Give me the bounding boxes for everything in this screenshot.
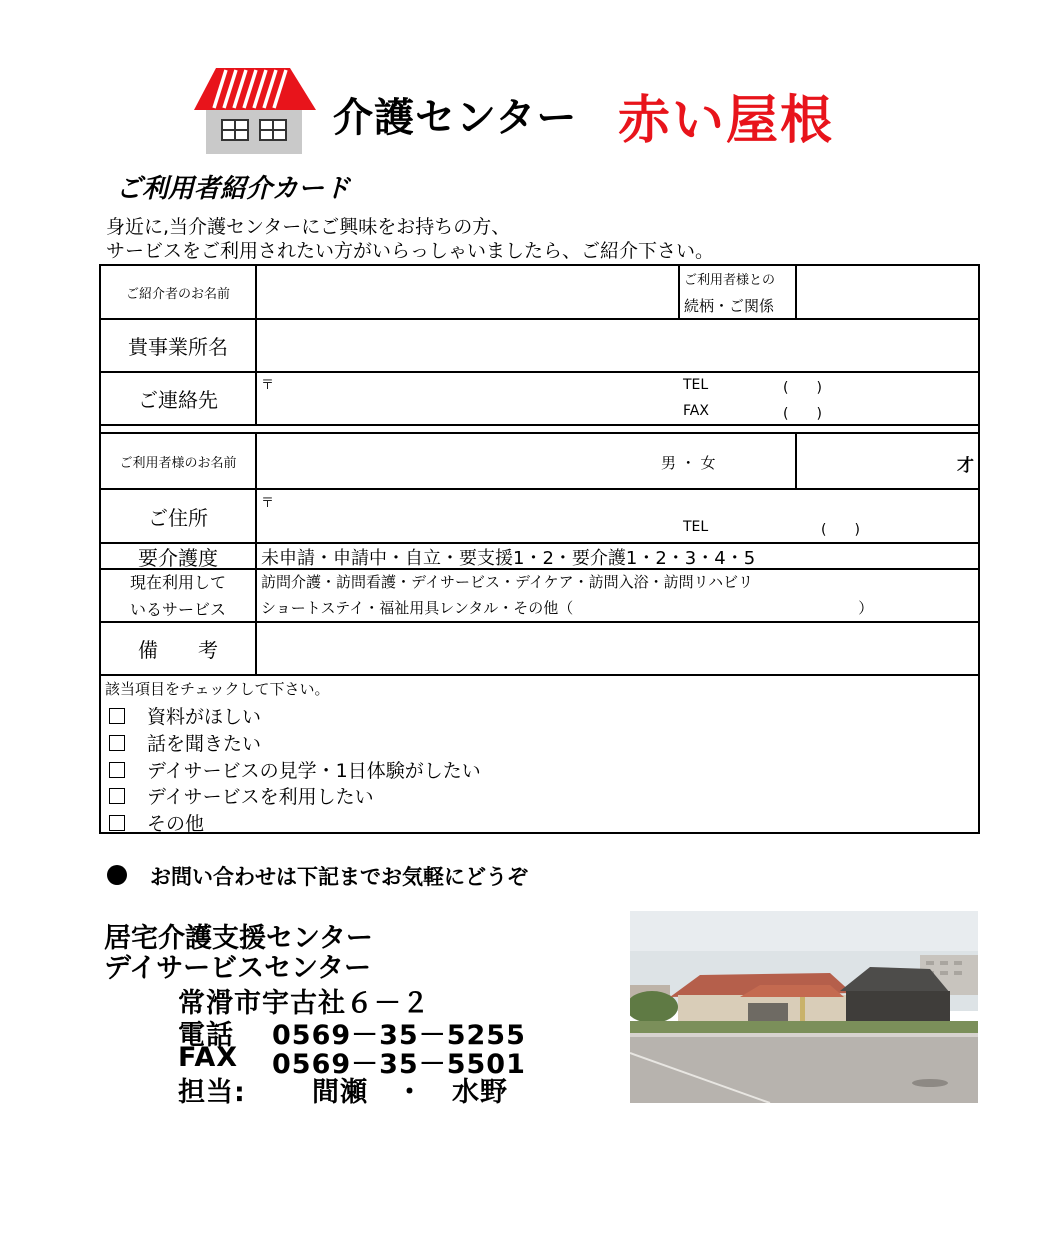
referrer-name-field[interactable] <box>259 268 676 316</box>
age-unit: 才 <box>957 456 974 476</box>
inquiry-text: お問い合わせは下記までお気軽にどうぞ <box>150 865 528 889</box>
card-title: ご利用者紹介カード <box>116 174 351 204</box>
address-postal-mark: 〒 <box>261 496 275 511</box>
checkbox[interactable] <box>109 708 125 724</box>
address-text: 常滑市宇古社６－２ <box>178 988 430 1019</box>
check-item[interactable] <box>107 756 481 783</box>
checkbox[interactable] <box>109 762 125 778</box>
phone-number: 0569－35－5255 <box>272 1020 526 1051</box>
contact-label: ご連絡先 <box>138 388 218 412</box>
address-field[interactable] <box>259 506 659 540</box>
check-item[interactable] <box>107 809 204 836</box>
gender-options[interactable]: 男 ・ 女 <box>661 454 716 472</box>
user-name-label: ご利用者様のお名前 <box>119 455 237 471</box>
care-level-options[interactable]: 未申請・申請中・自立・要支援1・2・要介護1・2・3・4・5 <box>261 548 756 569</box>
services-label-2: いるサービス <box>129 600 226 619</box>
checkbox[interactable] <box>109 735 125 751</box>
contact-tel-label: TEL <box>683 377 709 393</box>
brand-name: 介護センター <box>333 95 578 141</box>
services-label-1: 現在利用して <box>129 573 226 592</box>
address-tel-label: TEL <box>683 519 709 535</box>
remarks-field[interactable] <box>259 625 976 672</box>
checkbox[interactable] <box>109 788 125 804</box>
care-level-label: 要介護度 <box>138 545 218 570</box>
staff-label: 担当: <box>178 1077 246 1108</box>
check-item[interactable] <box>107 702 261 729</box>
check-item-label: 資料がほしい <box>147 706 262 728</box>
relation-label-2: 続柄・ご関係 <box>684 297 775 315</box>
user-name-field[interactable] <box>259 436 649 486</box>
check-item-label: デイサービスの見学・1日体験がしたい <box>147 760 481 782</box>
intro-line-2: サービスをご利用されたい方がいらっしゃいましたら、ご紹介下さい。 <box>106 240 715 262</box>
check-item-label: その他 <box>147 813 205 835</box>
check-item[interactable] <box>107 729 261 756</box>
contact-fax-label: FAX <box>683 403 709 419</box>
check-instruction: 該当項目をチェックして下さい。 <box>105 680 330 698</box>
intro-line-1: 身近に,当介護センターにご興味をお持ちの方、 <box>106 216 511 238</box>
office-name-2: デイサービスセンター <box>104 953 372 984</box>
address-label: ご住所 <box>148 505 208 530</box>
contact-postal-mark: 〒 <box>261 378 275 393</box>
contact-tel-paren: ( ) <box>783 380 822 396</box>
contact-field[interactable] <box>259 390 659 420</box>
office-name-1: 居宅介護支援センター <box>104 923 373 954</box>
address-tel-paren: ( ) <box>821 522 860 538</box>
phone-label: 電話 <box>178 1020 234 1051</box>
office-name-field[interactable] <box>259 322 976 369</box>
referrer-name-label: ご紹介者のお名前 <box>125 286 230 302</box>
bullet-icon <box>107 865 127 885</box>
checkbox[interactable] <box>109 815 125 831</box>
relation-label-1: ご利用者様との <box>684 273 776 288</box>
check-item[interactable] <box>107 782 374 809</box>
remarks-label: 備 考 <box>138 638 218 662</box>
referral-form <box>99 264 980 834</box>
check-item-label: デイサービスを利用したい <box>147 786 374 808</box>
contact-fax-paren: ( ) <box>783 406 822 422</box>
age-field[interactable] <box>799 436 949 486</box>
services-line-1[interactable]: 訪問介護・訪問看護・デイサービス・デイケア・訪問入浴・訪問リハビリ <box>261 573 754 591</box>
services-line-2[interactable]: ショートステイ・福祉用具レンタル・その他（ ） <box>261 599 874 617</box>
office-name-label: 貴事業所名 <box>128 335 228 359</box>
house-logo-icon <box>192 68 318 154</box>
staff-names: 間瀬 ・ 水野 <box>312 1077 508 1108</box>
fax-number: 0569－35－5501 <box>272 1049 526 1080</box>
check-item-label: 話を聞きたい <box>147 733 262 755</box>
fax-label: FAX <box>178 1042 239 1073</box>
brand-name-accent: 赤い屋根 <box>618 91 835 151</box>
facility-photo <box>630 911 978 1103</box>
relation-field[interactable] <box>799 268 976 316</box>
